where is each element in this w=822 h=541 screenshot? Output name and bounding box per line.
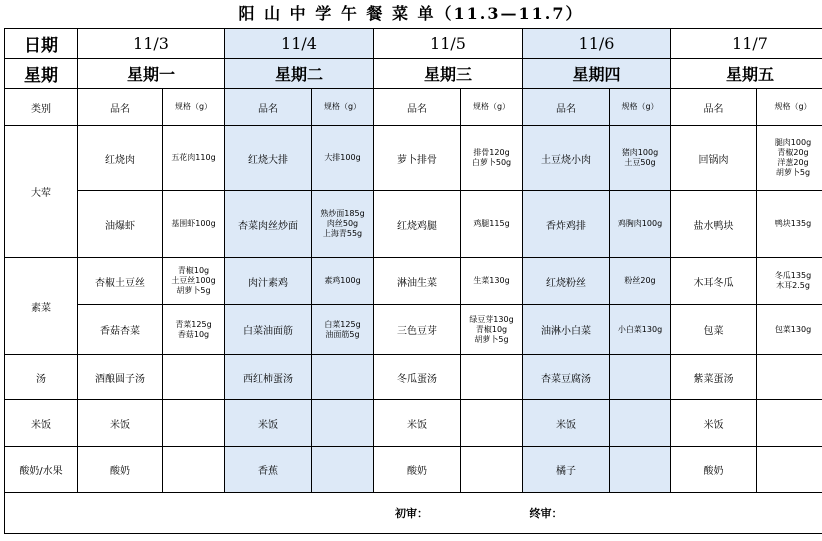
spec-cell	[461, 126, 523, 191]
spec-line: 洋葱20g	[777, 158, 809, 167]
dish-cell: 淋油生菜	[374, 258, 461, 305]
dish-cell: 红烧鸡腿	[374, 191, 461, 258]
dish-cell: 萝卜排骨	[374, 126, 461, 191]
dish-cell: 油爆虾	[78, 191, 163, 258]
dish-cell: 三色豆芽	[374, 305, 461, 355]
fruit-cell: 酸奶	[78, 447, 163, 493]
spec-cell	[757, 305, 822, 355]
spec-line: 胡萝卜5g	[775, 168, 811, 177]
spec-cell	[461, 258, 523, 305]
date-cell-thu: 11/6	[523, 29, 671, 59]
spec-header: 规格（g）	[610, 89, 671, 126]
empty-spec-cell	[461, 447, 523, 493]
spec-cell	[610, 305, 671, 355]
spec-line: 胡萝卜5g	[176, 286, 211, 295]
date-label: 日期	[5, 29, 78, 59]
dish-cell: 香炸鸡排	[523, 191, 610, 258]
weekday-label: 星期	[5, 59, 78, 89]
rice-cell: 米饭	[523, 400, 610, 447]
spec-cell	[757, 191, 822, 258]
spec-cell	[610, 258, 671, 305]
spec-cell	[163, 191, 225, 258]
spec-line: 猪肉100g	[621, 148, 659, 157]
spec-line: 鸡胸肉100g	[617, 219, 663, 228]
spec-cell	[163, 126, 225, 191]
soup-cell: 杏菜豆腐汤	[523, 355, 610, 400]
weekday-cell-mon: 星期一	[78, 59, 225, 89]
spec-line: 白萝卜50g	[471, 158, 512, 167]
date-cell-tue: 11/4	[225, 29, 374, 59]
empty-spec-cell	[610, 355, 671, 400]
spec-line: 青椒20g	[777, 148, 809, 157]
dish-cell: 木耳冬瓜	[671, 258, 757, 305]
rice-cell: 米饭	[671, 400, 757, 447]
category-rice: 米饭	[5, 400, 78, 447]
spec-line: 鸡腿115g	[473, 219, 510, 228]
fruit-cell: 香蕉	[225, 447, 312, 493]
empty-spec-cell	[461, 400, 523, 447]
empty-spec-cell	[312, 355, 374, 400]
menu-title: 阳 山 中 学 午 餐 菜 单（11.3—11.7）	[238, 4, 584, 23]
spec-line: 包菜130g	[774, 324, 812, 334]
spec-cell	[757, 126, 822, 191]
dish-cell: 土豆烧小肉	[523, 126, 610, 191]
category-header: 类别	[5, 89, 78, 126]
spec-line: 白菜125g	[324, 319, 361, 329]
dish-header: 品名	[78, 89, 163, 126]
main-dish-row-1	[5, 126, 822, 191]
empty-spec-cell	[163, 447, 225, 493]
spec-cell	[312, 191, 374, 258]
vegetable-row-1	[5, 258, 822, 305]
spec-line: 生菜130g	[473, 276, 510, 285]
category-fruit: 酸奶/水果	[5, 447, 78, 493]
empty-spec-cell	[312, 400, 374, 447]
signature-cell	[5, 493, 822, 534]
spec-line: 油面筋5g	[325, 329, 360, 339]
dish-header: 品名	[225, 89, 312, 126]
empty-spec-cell	[757, 447, 822, 493]
spec-line: 冬瓜135g	[774, 271, 812, 280]
dish-cell: 红烧肉	[78, 126, 163, 191]
spec-line: 木耳2.5g	[776, 281, 810, 290]
soup-cell: 西红柿蛋汤	[225, 355, 312, 400]
spec-line: 胡萝卜5g	[474, 334, 509, 344]
dish-cell: 肉汁素鸡	[225, 258, 312, 305]
first-review-label: 初审：	[395, 507, 428, 520]
empty-spec-cell	[610, 400, 671, 447]
date-cell-wed: 11/5	[374, 29, 523, 59]
lunch-menu-table	[4, 28, 822, 534]
soup-cell: 酒酿圆子汤	[78, 355, 163, 400]
spec-cell	[610, 191, 671, 258]
spec-header: 规格（g）	[163, 89, 225, 126]
category-soup: 汤	[5, 355, 78, 400]
dish-cell: 油淋小白菜	[523, 305, 610, 355]
dish-cell: 白菜油面筋	[225, 305, 312, 355]
weekday-row	[5, 59, 822, 89]
weekday-cell-fri: 星期五	[671, 59, 822, 89]
empty-spec-cell	[757, 355, 822, 400]
dish-cell: 杏椒土豆丝	[78, 258, 163, 305]
rice-row	[5, 400, 822, 447]
empty-spec-cell	[312, 447, 374, 493]
fruit-cell: 酸奶	[671, 447, 757, 493]
spec-cell	[312, 305, 374, 355]
spec-header: 规格（g）	[461, 89, 523, 126]
date-cell-mon: 11/3	[78, 29, 225, 59]
fruit-cell: 橘子	[523, 447, 610, 493]
dish-cell: 香菇杏菜	[78, 305, 163, 355]
dish-header: 品名	[671, 89, 757, 126]
spec-cell	[163, 305, 225, 355]
weekday-cell-wed: 星期三	[374, 59, 523, 89]
spec-line: 基围虾100g	[171, 219, 216, 228]
rice-cell: 米饭	[225, 400, 312, 447]
spec-line: 土豆50g	[624, 158, 656, 167]
dish-cell: 杏菜肉丝炒面	[225, 191, 312, 258]
spec-cell	[757, 258, 822, 305]
empty-spec-cell	[163, 355, 225, 400]
spec-line: 青菜125g	[175, 319, 212, 329]
signature-row	[5, 493, 822, 534]
rice-cell: 米饭	[78, 400, 163, 447]
spec-header: 规格（g）	[312, 89, 374, 126]
category-veg: 素菜	[5, 258, 78, 355]
dish-cell: 包菜	[671, 305, 757, 355]
spec-line: 绿豆芽130g	[469, 314, 514, 324]
spec-cell	[163, 258, 225, 305]
dish-header: 品名	[523, 89, 610, 126]
rice-cell: 米饭	[374, 400, 461, 447]
spec-line: 熟炒面185g	[320, 209, 365, 218]
date-row	[5, 29, 822, 59]
soup-cell: 冬瓜蛋汤	[374, 355, 461, 400]
spec-cell	[312, 258, 374, 305]
spec-line: 肉丝50g	[326, 219, 359, 228]
soup-cell: 紫菜蛋汤	[671, 355, 757, 400]
date-cell-fri: 11/7	[671, 29, 822, 59]
weekday-cell-tue: 星期二	[225, 59, 374, 89]
spec-line: 大排100g	[324, 153, 361, 162]
main-dish-row-2	[5, 191, 822, 258]
dish-cell: 盐水鸭块	[671, 191, 757, 258]
spec-line: 青椒10g	[177, 266, 210, 275]
final-review-label: 终审：	[529, 507, 563, 520]
spec-line: 土豆丝100g	[171, 276, 216, 285]
dish-cell: 红烧粉丝	[523, 258, 610, 305]
spec-line: 排骨120g	[473, 148, 510, 157]
spec-cell	[461, 305, 523, 355]
empty-spec-cell	[163, 400, 225, 447]
weekday-cell-thu: 星期四	[523, 59, 671, 89]
spec-line: 香菇10g	[177, 329, 210, 339]
spec-line: 腿肉100g	[774, 138, 812, 147]
dish-header: 品名	[374, 89, 461, 126]
dish-cell: 回锅肉	[671, 126, 757, 191]
spec-line: 粉丝20g	[624, 276, 656, 285]
spec-line: 上海青55g	[322, 229, 363, 238]
spec-line: 小白菜130g	[617, 324, 663, 334]
spec-cell	[312, 126, 374, 191]
spec-cell	[610, 126, 671, 191]
spec-cell	[461, 191, 523, 258]
column-header-row	[5, 89, 822, 126]
empty-spec-cell	[461, 355, 523, 400]
empty-spec-cell	[610, 447, 671, 493]
dish-cell: 红烧大排	[225, 126, 312, 191]
spec-line: 五花肉110g	[171, 153, 216, 162]
spec-header: 规格（g）	[757, 89, 822, 126]
empty-spec-cell	[757, 400, 822, 447]
spec-line: 素鸡100g	[324, 276, 361, 285]
vegetable-row-2	[5, 305, 822, 355]
fruit-cell: 酸奶	[374, 447, 461, 493]
soup-row	[5, 355, 822, 400]
spec-line: 鸭块135g	[774, 219, 812, 228]
spec-line: 青椒10g	[475, 324, 508, 334]
fruit-row	[5, 447, 822, 493]
category-main: 大荤	[5, 126, 78, 258]
